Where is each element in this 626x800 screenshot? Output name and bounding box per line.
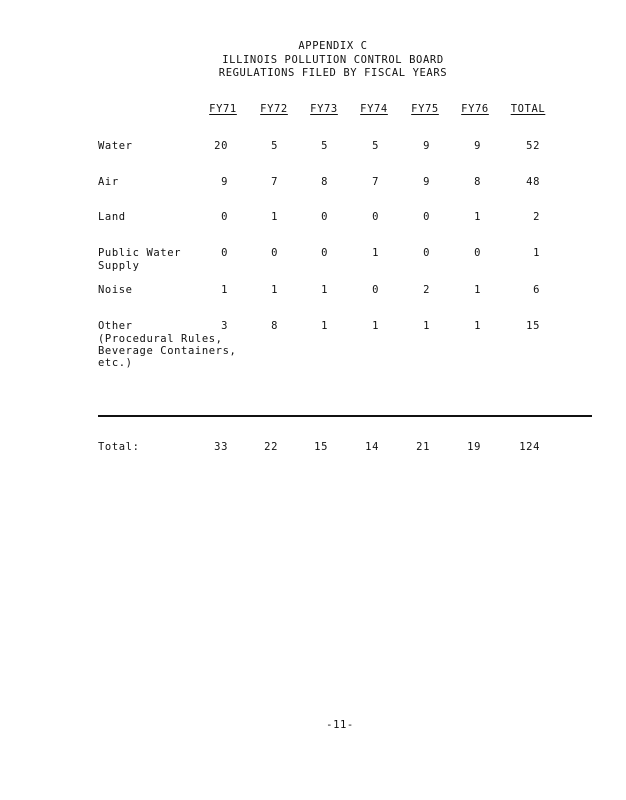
total-divider	[98, 415, 592, 417]
row-label: Other	[98, 320, 133, 332]
cell-value: 1	[221, 284, 228, 296]
cell-value: 8	[474, 176, 481, 188]
row-label: Air	[98, 176, 119, 188]
total-value: 21	[416, 441, 430, 453]
board-name: ILLINOIS POLLUTION CONTROL BOARD	[222, 54, 444, 66]
column-header: FY74	[360, 103, 388, 115]
cell-value: 0	[221, 247, 228, 259]
cell-value: 6	[533, 284, 540, 296]
row-label: Noise	[98, 284, 133, 296]
column-header: FY73	[310, 103, 338, 115]
total-value: 33	[214, 441, 228, 453]
row-label-continued: Beverage Containers,	[98, 345, 237, 357]
column-header: FY72	[260, 103, 288, 115]
cell-value: 7	[271, 176, 278, 188]
cell-value: 9	[474, 140, 481, 152]
cell-value: 0	[372, 284, 379, 296]
total-value: 14	[365, 441, 379, 453]
cell-value: 52	[526, 140, 540, 152]
cell-value: 8	[321, 176, 328, 188]
cell-value: 48	[526, 176, 540, 188]
cell-value: 0	[423, 211, 430, 223]
cell-value: 1	[321, 320, 328, 332]
cell-value: 0	[221, 211, 228, 223]
total-label: Total:	[98, 441, 140, 453]
row-label-continued: etc.)	[98, 357, 133, 369]
total-value: 19	[467, 441, 481, 453]
cell-value: 2	[423, 284, 430, 296]
cell-value: 5	[271, 140, 278, 152]
cell-value: 0	[474, 247, 481, 259]
cell-value: 1	[474, 211, 481, 223]
row-label: Land	[98, 211, 126, 223]
cell-value: 5	[372, 140, 379, 152]
cell-value: 20	[214, 140, 228, 152]
cell-value: 1	[474, 320, 481, 332]
cell-value: 0	[372, 211, 379, 223]
cell-value: 1	[533, 247, 540, 259]
row-label: Public Water	[98, 247, 182, 259]
cell-value: 9	[423, 176, 430, 188]
total-value: 15	[314, 441, 328, 453]
appendix-title: APPENDIX C	[298, 40, 368, 52]
cell-value: 7	[372, 176, 379, 188]
cell-value: 3	[221, 320, 228, 332]
cell-value: 0	[321, 247, 328, 259]
cell-value: 0	[271, 247, 278, 259]
cell-value: 1	[474, 284, 481, 296]
cell-value: 0	[423, 247, 430, 259]
cell-value: 1	[423, 320, 430, 332]
row-label-continued: Supply	[98, 260, 140, 272]
total-value: 22	[264, 441, 278, 453]
cell-value: 1	[321, 284, 328, 296]
cell-value: 15	[526, 320, 540, 332]
page-number: -11-	[326, 719, 354, 731]
total-value: 124	[519, 441, 540, 453]
cell-value: 1	[372, 247, 379, 259]
cell-value: 5	[321, 140, 328, 152]
cell-value: 0	[321, 211, 328, 223]
cell-value: 9	[423, 140, 430, 152]
cell-value: 9	[221, 176, 228, 188]
column-header: FY75	[411, 103, 439, 115]
cell-value: 8	[271, 320, 278, 332]
row-label-continued: (Procedural Rules,	[98, 333, 223, 345]
cell-value: 1	[372, 320, 379, 332]
table-subtitle: REGULATIONS FILED BY FISCAL YEARS	[218, 67, 448, 79]
column-header: FY71	[209, 103, 237, 115]
column-header: TOTAL	[510, 103, 546, 115]
cell-value: 2	[533, 211, 540, 223]
row-label: Water	[98, 140, 133, 152]
column-header: FY76	[461, 103, 489, 115]
cell-value: 1	[271, 284, 278, 296]
cell-value: 1	[271, 211, 278, 223]
